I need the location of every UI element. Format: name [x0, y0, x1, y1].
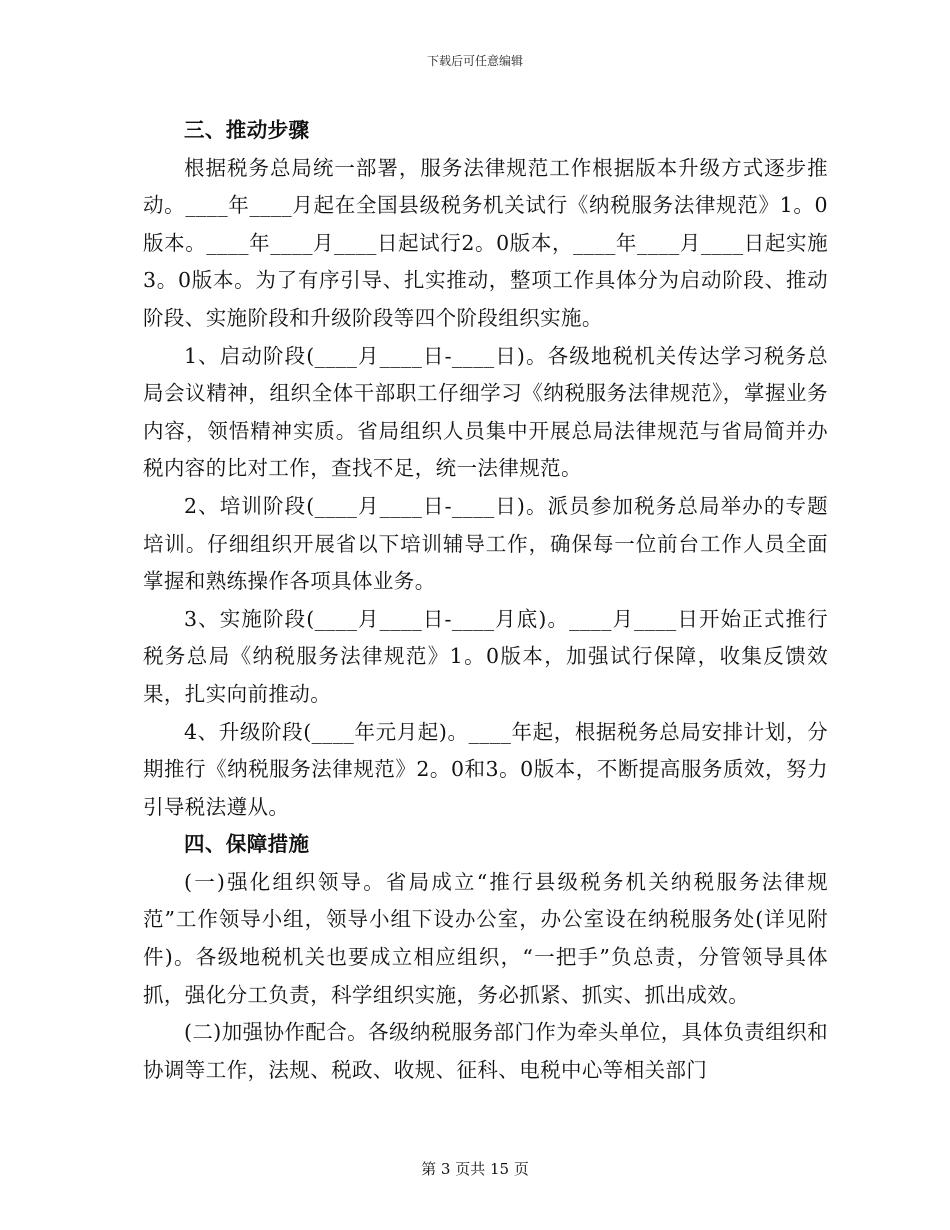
- section3-intro: 根据税务总局统一部署，服务法律规范工作根据版本升级方式逐步推动。____年____月起在全国县级税务机关试行《纳税服务法律规范》1。0版本。____年____月____日起试行2。0版本，____年____月____日起实施3。0版本。为了有序引导、扎实推动，整项工作具体分为启动阶段、推动阶段、实施阶段和升级阶段等四个阶段组织实施。: [143, 155, 828, 330]
- section4-measure2: (二)加强协作配合。各级纳税服务部门作为牵头单位，具体负责组织和协调等工作，法规、税政、收规、征科、电税中心等相关部门: [143, 1020, 828, 1082]
- document-body: [143, 112, 828, 1089]
- section3-step3: 3、实施阶段(____月____日-____月底)。____月____日开始正式推行税务总局《纳税服务法律规范》1。0版本，加强试行保障，收集反馈效果，扎实向前推动。: [143, 606, 828, 706]
- section3-step4: 4、升级阶段(____年元月起)。____年起，根据税务总局安排计划，分期推行《纳税服务法律规范》2。0和3。0版本，不断提高服务质效，努力引导税法遵从。: [143, 719, 828, 819]
- section3-step1: 1、启动阶段(____月____日-____日)。各级地税机关传达学习税务总局会议精神，组织全体干部职工仔细学习《纳税服务法律规范》，掌握业务内容，领悟精神实质。省局组织人员集中开展总局法律规范与省局简并办税内容的比对工作，查找不足，统一法律规范。: [143, 343, 828, 481]
- page-number-footer: 第 3 页共 15 页: [421, 1160, 529, 1178]
- section4-heading: 四、保障措施: [184, 832, 310, 857]
- page-header-note: 下载后可任意编辑: [426, 54, 523, 68]
- section3-step2: 2、培训阶段(____月____日-____日)。派员参加税务总局举办的专题培训。仔细组织开展省以下培训辅导工作，确保每一位前台工作人员全面掌握和熟练操作各项具体业务。: [143, 493, 828, 594]
- section3-heading: 三、推动步骤: [184, 118, 310, 142]
- section4-measure1: (一)强化组织领导。省局成立“推行县级税务机关纳税服务法律规范”工作领导小组，领导小组下设办公室，办公室设在纳税服务处(详见附件)。各级地税机关也要成立相应组织，“一把手”负总责，分管领导具体抓，强化分工负责，科学组织实施，务必抓紧、抓实、抓出成效。: [143, 869, 828, 1007]
